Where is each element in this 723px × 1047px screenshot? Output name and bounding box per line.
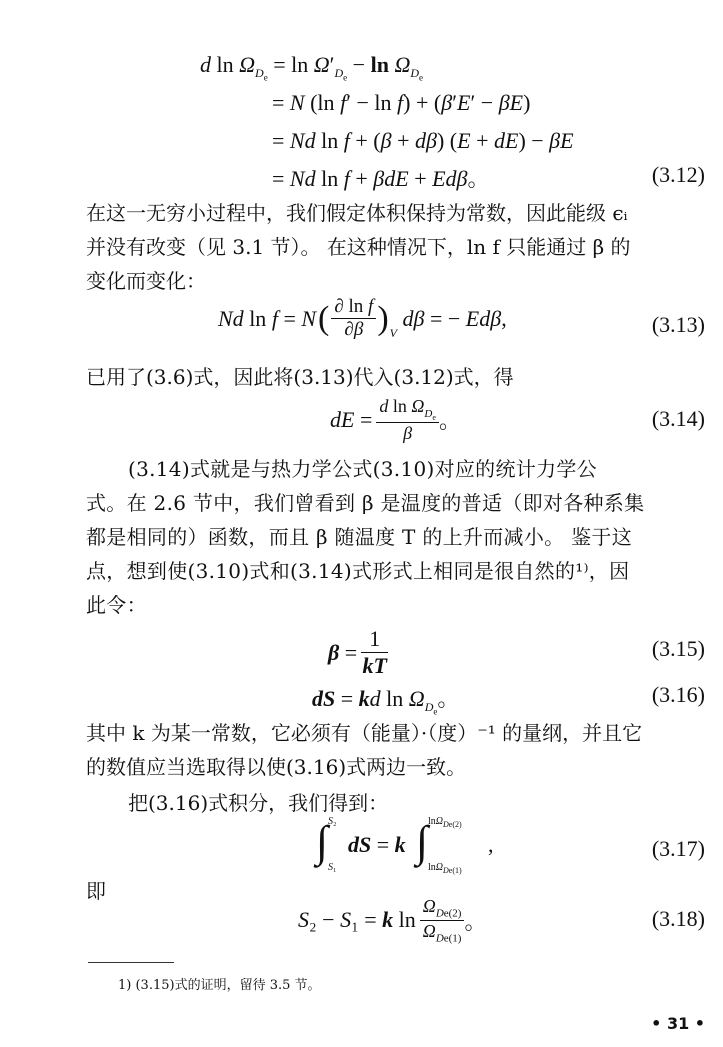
paragraph-5 bbox=[86, 786, 708, 820]
paragraph-3-line-5: 此令： bbox=[86, 593, 147, 617]
equation-number-3-13: (3.13) bbox=[651, 312, 705, 337]
equation-3-13: Nd ln f = N ( ∂ ln f ∂β ) $_V$ dβ = − Edβ, bbox=[218, 296, 507, 340]
footnote-divider bbox=[88, 962, 174, 963]
paragraph-4-line-2: 的数值应当选取得以使(3.16)式两边一致。 bbox=[86, 755, 467, 779]
equation-3-14: dE = d $\ln \Omega_{D_e}$ β 。 bbox=[330, 396, 461, 443]
paragraph-3 bbox=[86, 452, 708, 622]
paragraph-1 bbox=[86, 196, 708, 298]
paragraph-3-line-2: 式。在 2.6 节中，我们曾看到 β 是温度的普适（即对各种系集 bbox=[86, 491, 645, 515]
equation-3-15: β = $\frac{1}{kT}$ bbox=[328, 626, 387, 678]
equation-number-3-12: (3.12) bbox=[651, 162, 705, 187]
paragraph-1-line-2: 并没有改变（见 3.1 节）。 在这种情况下，ln f 只能通过 β 的 bbox=[86, 235, 631, 259]
equation-number-3-17: (3.17) bbox=[651, 836, 705, 861]
equation-3-12-line-3: = Nd ln f + (β + dβ) (E + dE) − βE bbox=[272, 128, 574, 153]
equation-number-3-15: (3.15) bbox=[651, 636, 705, 661]
paragraph-4 bbox=[86, 716, 708, 784]
paragraph-3-line-1: (3.14)式就是与热力学公式(3.10)对应的统计力学公 bbox=[128, 457, 597, 481]
paragraph-6-text: 即 bbox=[86, 879, 106, 903]
equation-3-16: dS = kd $\ln \Omega_{D_e}$。 bbox=[312, 686, 460, 717]
paragraph-1-line-3: 变化而变化： bbox=[86, 269, 206, 293]
paragraph-2 bbox=[86, 360, 708, 394]
equation-number-3-16: (3.16) bbox=[651, 682, 705, 707]
equation-number-3-18: (3.18) bbox=[651, 906, 705, 931]
equation-3-12-line-2: = N (ln f′ − ln f) + (β′E′ − βE) bbox=[272, 90, 531, 115]
equation-number-3-14: (3.14) bbox=[651, 406, 705, 431]
equation-3-18: S₂ − S₁ = k ln $\Omega_{De(2)}$ $\Omega_{De(1)}$ 。 bbox=[298, 896, 487, 945]
paragraph-3-line-3: 都是相同的）函数，而且 β 随温度 T 的上升而减小。 鉴于这 bbox=[86, 525, 632, 549]
equation-3-12-line-4: = Nd ln f + βdE + Edβ。 bbox=[272, 166, 490, 191]
paragraph-1-line-1: 在这一无穷小过程中，我们假定体积保持为常数，因此能级 ϵᵢ bbox=[86, 201, 628, 225]
equation-3-12-line-1: d $\ln \Omega_{D_e} = \ln \Omega'_{D_e} - \ln \Omega_{D_e}$ bbox=[200, 52, 424, 83]
paragraph-4-line-1: 其中 k 为某一常数，它必须有（能量）·（度）⁻¹ 的量纲，并且它 bbox=[86, 721, 643, 745]
footnote: 1) (3.15)式的证明，留待 3.5 节。 bbox=[118, 978, 321, 993]
paragraph-3-line-4: 点，想到使(3.10)式和(3.14)式形式上相同是很自然的¹⁾，因 bbox=[86, 559, 630, 583]
paragraph-5-text: 把(3.16)式积分，我们得到： bbox=[128, 791, 389, 815]
page-number: • 31 • bbox=[651, 1014, 705, 1033]
paragraph-2-text: 已用了(3.6)式，因此将(3.13)代入(3.12)式，得 bbox=[86, 365, 514, 389]
